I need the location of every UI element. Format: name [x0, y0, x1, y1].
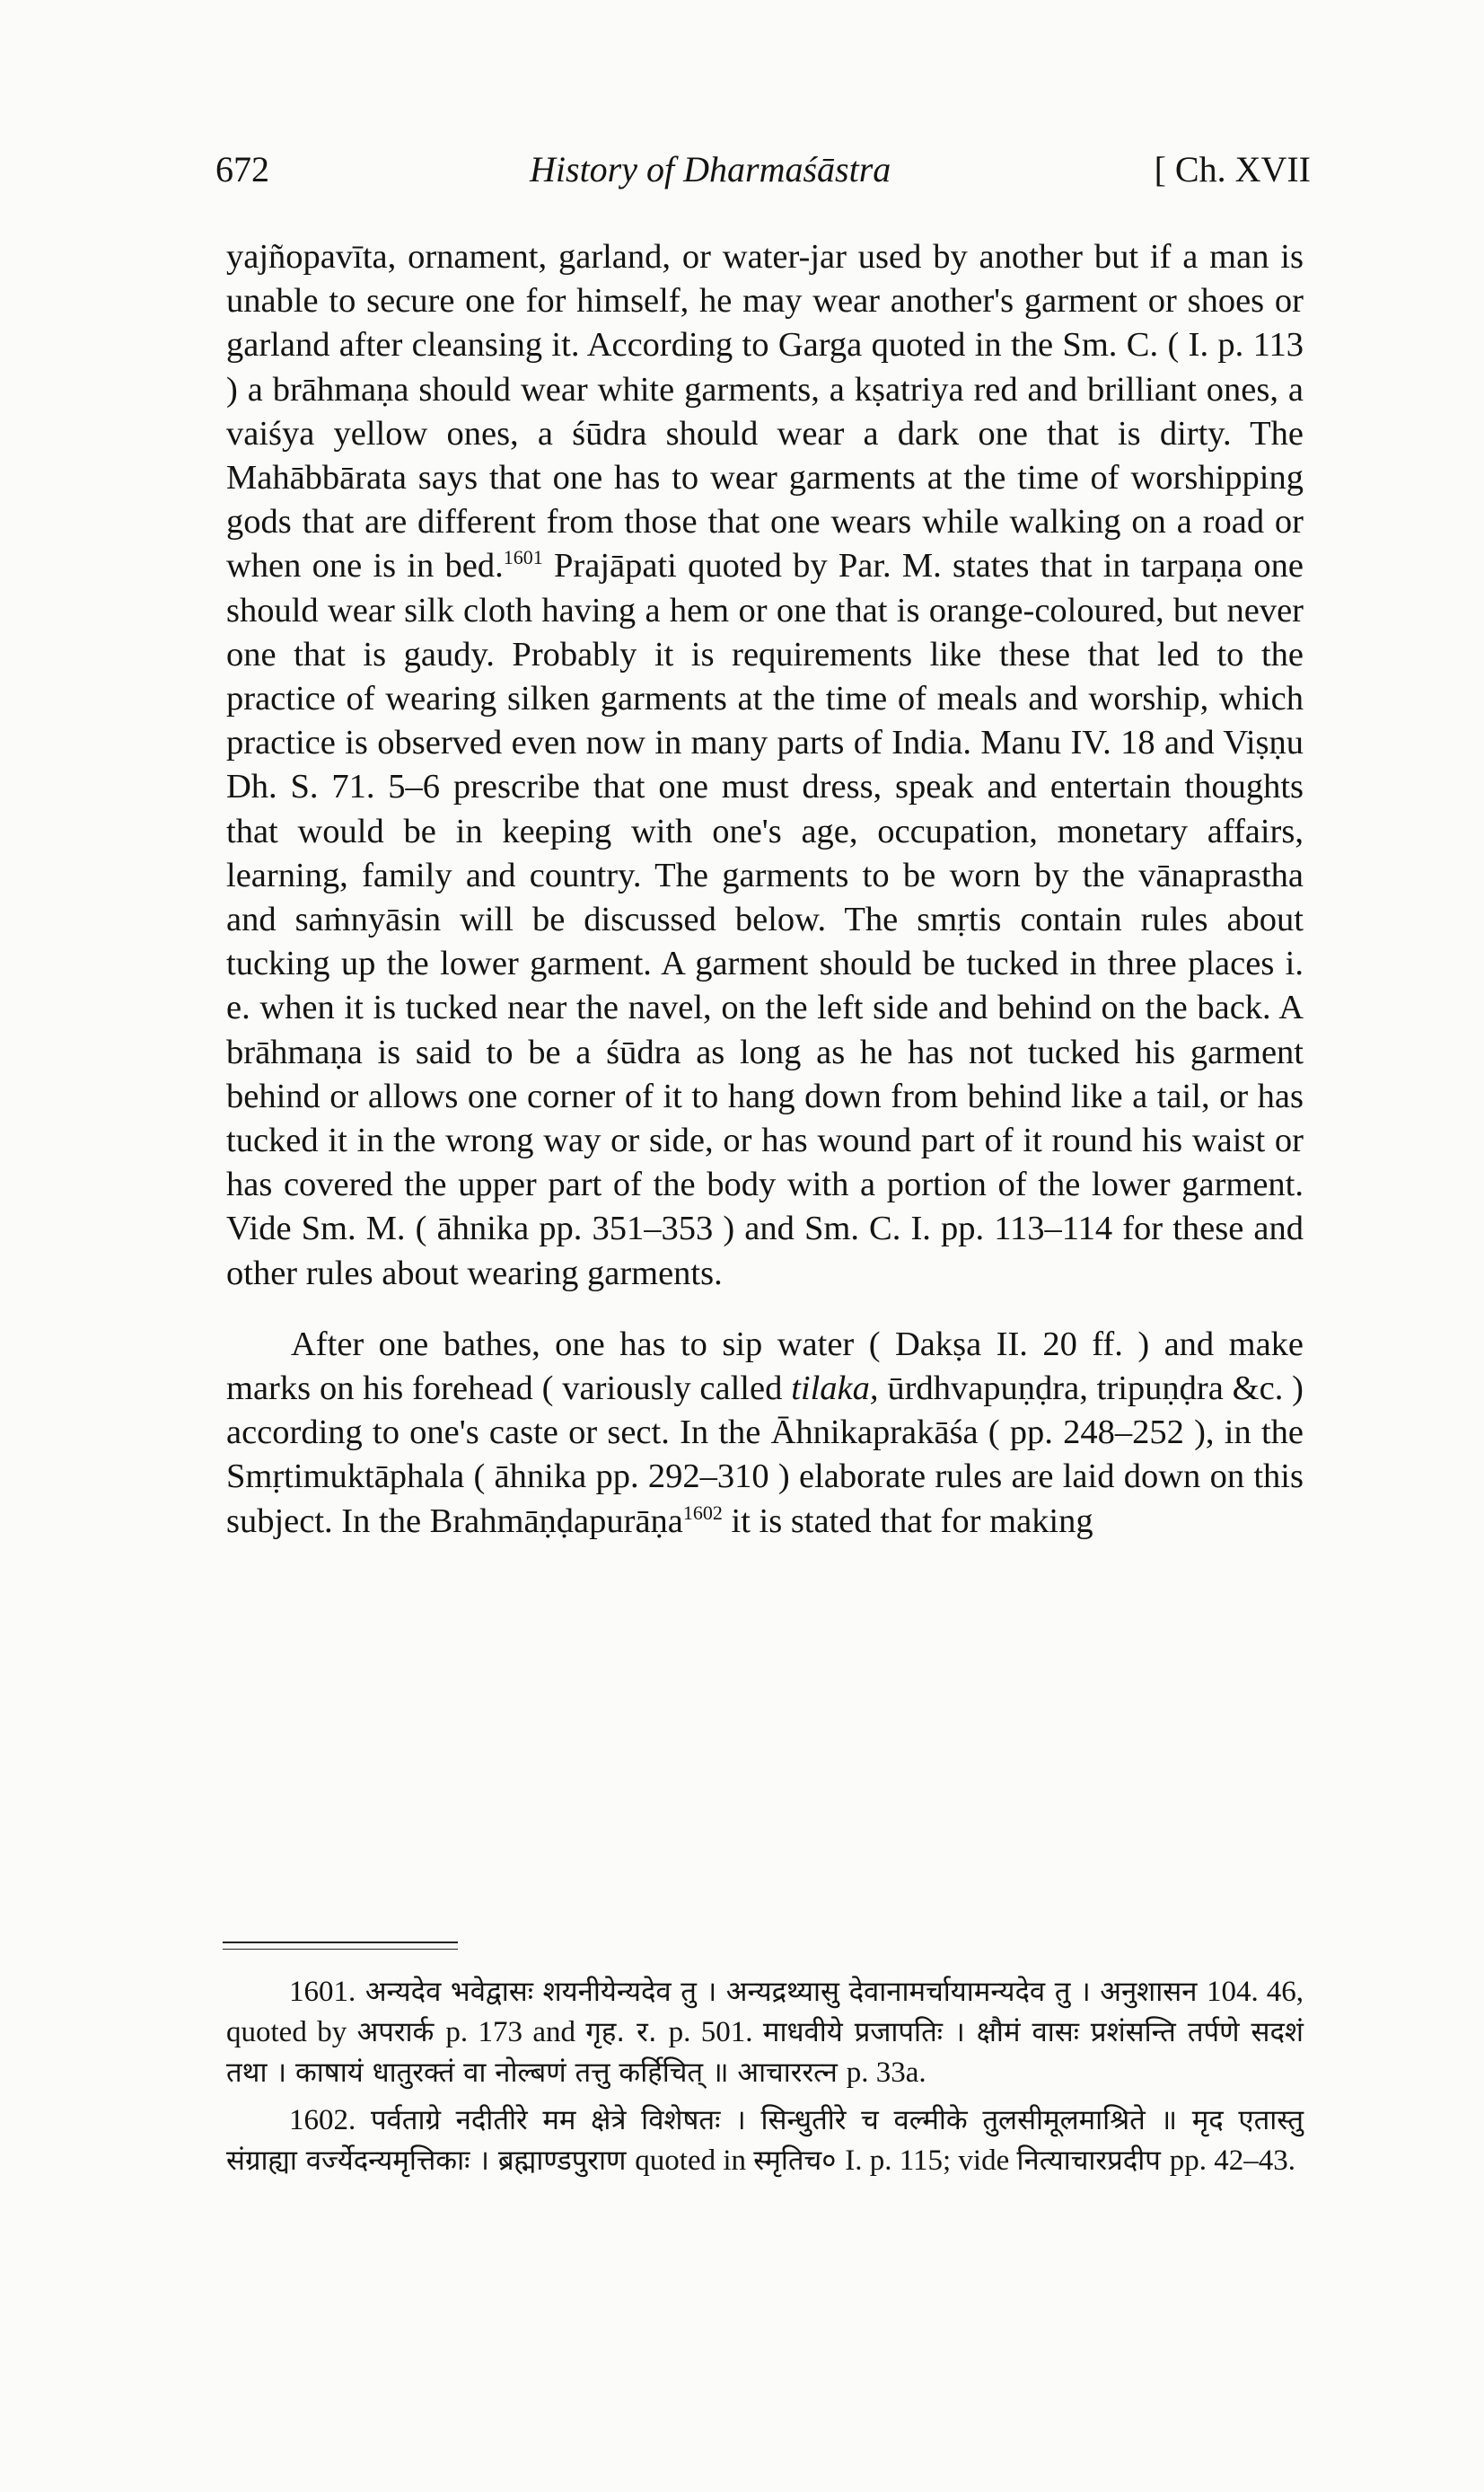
footnote-latin: p. 501.	[668, 2016, 763, 2048]
paragraph-1-continued: Prajāpati quoted by Par. M. states that in tarpaṇa one should wear silk cloth having a hem or one that is orange-coloured, but never one that is gaudy. Probably it is requirements like these that led to the practice of wearing silken garments at the time of meals and worship, which practice is observed even now in many parts of India. Manu IV. 18 and Viṣṇu Dh. S. 71. 5–6 prescribe that one must dress, speak and entertain thoughts that would be in keeping with one's age, occupation, monetary affairs, learning, family and country. The garments to be worn by the vānaprastha and saṁnyāsin will be discussed below. The smṛtis contain rules about tucking up the lower garment. A garment should be tucked in three places i. e. when it is tucked near the navel, on the left side and behind on the back. A brāhmaṇa is said to be a śūdra as long as he has not tucked his garment behind or allows one corner of it to hang down from behind like a tail, or has tucked it in the wrong way or side, or has wound part of it round his waist or has covered the upper part of the body with a portion of the lower garment. Vide Sm. M. ( āhnika pp. 351–353 ) and Sm. C. I. pp. 113–114 for these and other rules about wearing garments.	[226, 547, 1304, 1292]
footnote-sanskrit: नित्याचारप्रदीप	[1016, 2144, 1170, 2177]
page-number: 672	[215, 149, 269, 189]
footnote-latin: I. p. 115; vide	[845, 2144, 1017, 2177]
paragraph-2-text-c: it is stated that for making	[722, 1501, 1093, 1540]
footnote-ref-1602[interactable]: 1602	[682, 1501, 723, 1524]
footnote-latin: p. 173 and	[445, 2016, 586, 2048]
footnote-1601	[226, 1972, 1304, 2093]
footnote-sanskrit: स्मृतिच०	[753, 2144, 846, 2177]
footnote-divider	[223, 1942, 458, 1950]
footnote-number: 1601.	[289, 1976, 356, 2008]
footnote-latin: pp. 42–43.	[1169, 2144, 1295, 2177]
footnote-sanskrit: पर्वताग्रे नदीतीरे मम क्षेत्रे विशेषतः । सिन्धुतीरे च वल्मीके तुलसीमूलमाश्रिते ॥ मृद एतास्तु संग्राह्या वर्ज्येदन्यमृत्तिकाः । ब्रह्माण्डपुराण	[226, 2104, 1304, 2177]
paragraph-2	[226, 1323, 1304, 1544]
footnote-sanskrit: अन्यदेव भवेद्वासः शयनीयेन्यदेव तु । अन्यद्रथ्यासु देवानामर्चायामन्यदेव तु । अनुशासन	[364, 1976, 1207, 2008]
footnote-sanskrit: माधवीये प्रजापतिः । क्षौमं वासः प्रशंसन्ति तर्पणे सदशं तथा । काषायं धातुरक्तं वा नोल्बणं तत्तु कर्हिचित् ॥ आचाररत्न	[226, 2016, 1304, 2089]
footnotes	[226, 1972, 1304, 2181]
footnote-sanskrit: अपरार्क	[356, 2016, 446, 2048]
footnote-ref-1601[interactable]: 1601	[503, 546, 543, 569]
paragraph-2-text-b: ūrdhvapuṇḍra, tripuṇḍra &c. ) according to one's caste or sect. In the Āhnikaprakāśa ( pp. 248–252 ), in the Smṛtimuktāphala ( āhnika pp. 292–310 ) elaborate rules are laid down on this subject. In the Brahmāṇḍapurāṇa	[226, 1369, 1304, 1540]
footnote-sanskrit: गृह. र.	[585, 2016, 669, 2048]
footnote-body	[226, 2104, 1304, 2177]
footnote-1602	[226, 2100, 1304, 2181]
footnote-number: 1602.	[289, 2104, 356, 2136]
chapter-label: [ Ch. XVII	[1154, 149, 1311, 189]
paragraph-1	[226, 235, 1304, 1296]
footnote-latin: p. 33a.	[846, 2056, 926, 2089]
main-text	[226, 235, 1304, 1544]
footnote-latin: quoted in	[635, 2144, 754, 2177]
tilaka-term: tilaka,	[791, 1369, 879, 1408]
running-header	[215, 148, 1311, 202]
paragraph-2-text-a: After one bathes, one has to sip water ( Dakṣa II. 20 ff. ) and make marks on his forehead ( variously called	[226, 1325, 1304, 1408]
running-title: History of Dharmaśāstra	[530, 149, 891, 189]
paragraph-1-text: yajñopavīta, ornament, garland, or water-jar used by another but if a man is unable to secure one for himself, he may wear another's garment or shoes or garland after cleansing it. According to Garga quoted in the Sm. C. ( I. p. 113 ) a brāhmaṇa should wear white garments, a kṣatriya red and brilliant ones, a vaiśya yellow ones, a śūdra should wear a dark one that is dirty. The Mahābbārata says that one has to wear garments at the time of worshipping gods that are different from those that one wears while walking on a road or when one is in bed.	[226, 238, 1304, 586]
footnote-latin: 104. 46, quoted by	[226, 1976, 1304, 2048]
footnote-body	[226, 1976, 1304, 2089]
